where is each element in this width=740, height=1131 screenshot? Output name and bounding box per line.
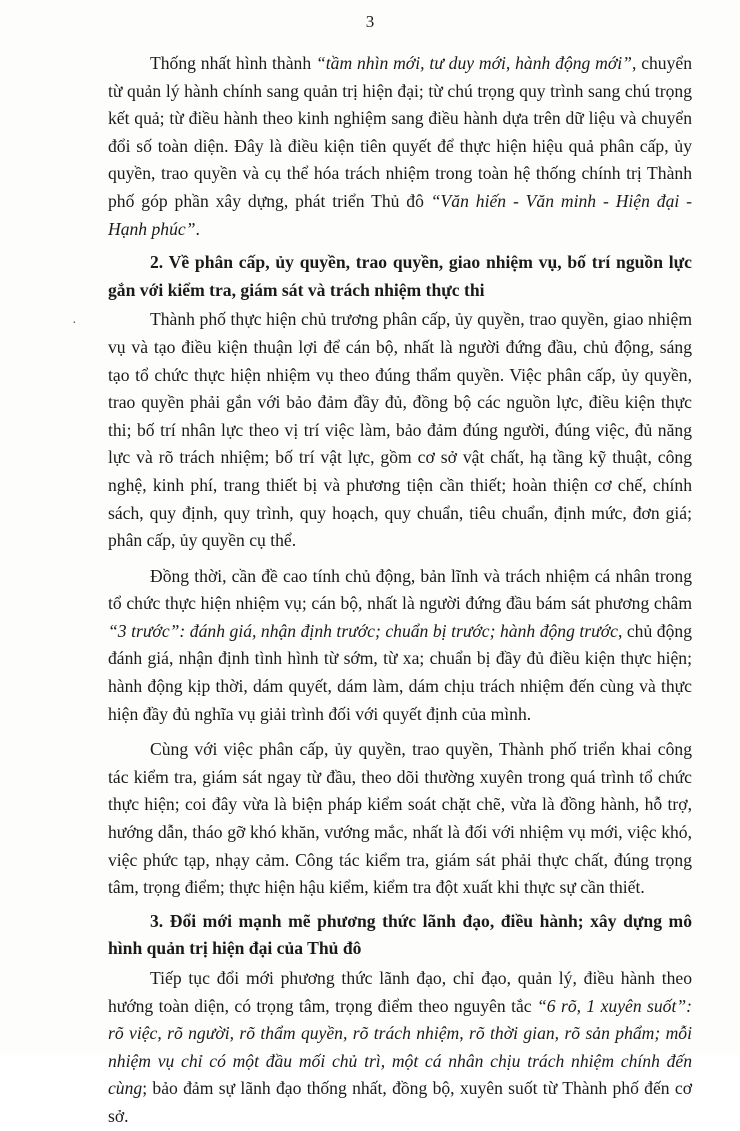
scan-mark: ·: [72, 316, 77, 331]
paragraph-decentralization: [108, 306, 692, 554]
text-run: Đồng thời, cần đề cao tính chủ động, bản lĩnh và trách nhiệm cá nhân trong tổ chức thực hiện nhiệm vụ; cán bộ, nhất là người đứng đầu bám sát phương châm: [108, 565, 692, 614]
paragraph-intro: [108, 50, 692, 243]
text-run: Tiếp tục đổi mới phương thức lãnh đạo, chỉ đạo, quản lý, điều hành theo hướng toàn diện, có trọng tâm, trọng điểm theo nguyên tắc: [108, 968, 692, 1016]
text-run: ; bảo đảm sự lãnh đạo thống nhất, đồng bộ, xuyên suốt từ Thành phố đến cơ sở.: [108, 1078, 692, 1126]
italic-quote: “3 trước”: đánh giá, nhận định trước; chuẩn bị trước; hành động trước: [108, 620, 618, 641]
section-heading-3: 3. Đổi mới mạnh mẽ phương thức lãnh đạo, điều hành; xây dựng mô hình quản trị hiện đại của Thủ đô: [108, 910, 692, 959]
text-run: , chuyển từ quản lý hành chính sang quản trị hiện đại; từ chú trọng quy trình sang chú trọng kết quả; từ điều hành theo kinh nghiệm sang điều hành dựa trên dữ liệu và chuyển đổi số toàn diện. Đây là điều kiện tiên quyết để thực hiện hiệu quả phân cấp, ủy quyền, trao quyền và cụ thể hóa trách nhiệm trong toàn hệ thống chính trị Thành phố góp phần xây dựng, phát triển Thủ đô: [108, 53, 692, 211]
section-heading-2: 2. Về phân cấp, ủy quyền, trao quyền, giao nhiệm vụ, bố trí nguồn lực gắn với kiểm tra, giám sát và trách nhiệm thực thi: [108, 252, 692, 300]
italic-quote: “6 rõ, 1 xuyên suốt”: rõ việc, rõ người, rõ thẩm quyền, rõ trách nhiệm, rõ thời gian, rõ sản phẩm; mỗi nhiệm vụ chỉ có một đầu mối chủ trì, một cá nhân chịu trách nhiệm chính đến cùng: [108, 995, 692, 1099]
page-number: 3: [365, 12, 375, 31]
text-run: Thành phố thực hiện chủ trương phân cấp, ủy quyền, trao quyền, giao nhiệm vụ và tạo điều kiện thuận lợi để cán bộ, nhất là người đứng đầu, chủ động, sáng tạo tổ chức thực hiện nhiệm vụ theo đúng thẩm quyền. Việc phân cấp, ủy quyền, trao quyền phải gắn với bảo đảm đầy đủ, đồng bộ các nguồn lực, điều kiện thực thi; bố trí nhân lực theo vị trí việc làm, bảo đảm đúng người, đúng việc, đủ năng lực và rõ trách nhiệm; bố trí vật lực, gồm cơ sở vật chất, hạ tầng kỹ thuật, công nghệ, kinh phí, trang thiết bị và phương tiện cần thiết; hoàn thiện cơ chế, chính sách, quy định, quy trình, quy hoạch, quy chuẩn, tiêu chuẩn, định mức, đơn giá; phân cấp, ủy quyền cụ thể.: [108, 309, 692, 551]
paragraph-leadership: [108, 965, 692, 1131]
italic-quote: “tầm nhìn mới, tư duy mới, hành động mới”: [315, 53, 632, 73]
text-run: .: [195, 218, 200, 239]
paragraph-initiative: [108, 563, 692, 729]
text-run: , chủ động đánh giá, nhận định tình hình từ sớm, từ xa; chuẩn bị đầy đủ điều kiện thực hiện; hành động kịp thời, dám quyết, dám làm, dám chịu trách nhiệm đến cùng và thực hiện đầy đủ nghĩa vụ giải trình đối với quyết định của mình.: [108, 620, 692, 724]
text-run: Cùng với việc phân cấp, ủy quyền, trao quyền, Thành phố triển khai công tác kiểm tra, giám sát ngay từ đầu, theo dõi thường xuyên trong quá trình tổ chức thực hiện; coi đây vừa là biện pháp kiểm soát chặt chẽ, vừa là đồng hành, hỗ trợ, hướng dẫn, tháo gỡ khó khăn, vướng mắc, nhất là đối với nhiệm vụ mới, việc khó, việc phức tạp, nhạy cảm. Công tác kiểm tra, giám sát phải thực chất, đúng trọng tâm, trọng điểm; thực hiện hậu kiểm, kiểm tra đột xuất khi thực sự cần thiết.: [108, 739, 692, 898]
italic-quote: “Văn hiến - Văn minh - Hiện đại - Hạnh phúc”: [108, 190, 692, 239]
paragraph-inspection: [108, 736, 692, 902]
text-run: Thống nhất hình thành: [150, 53, 316, 73]
document-body: [108, 50, 692, 1131]
